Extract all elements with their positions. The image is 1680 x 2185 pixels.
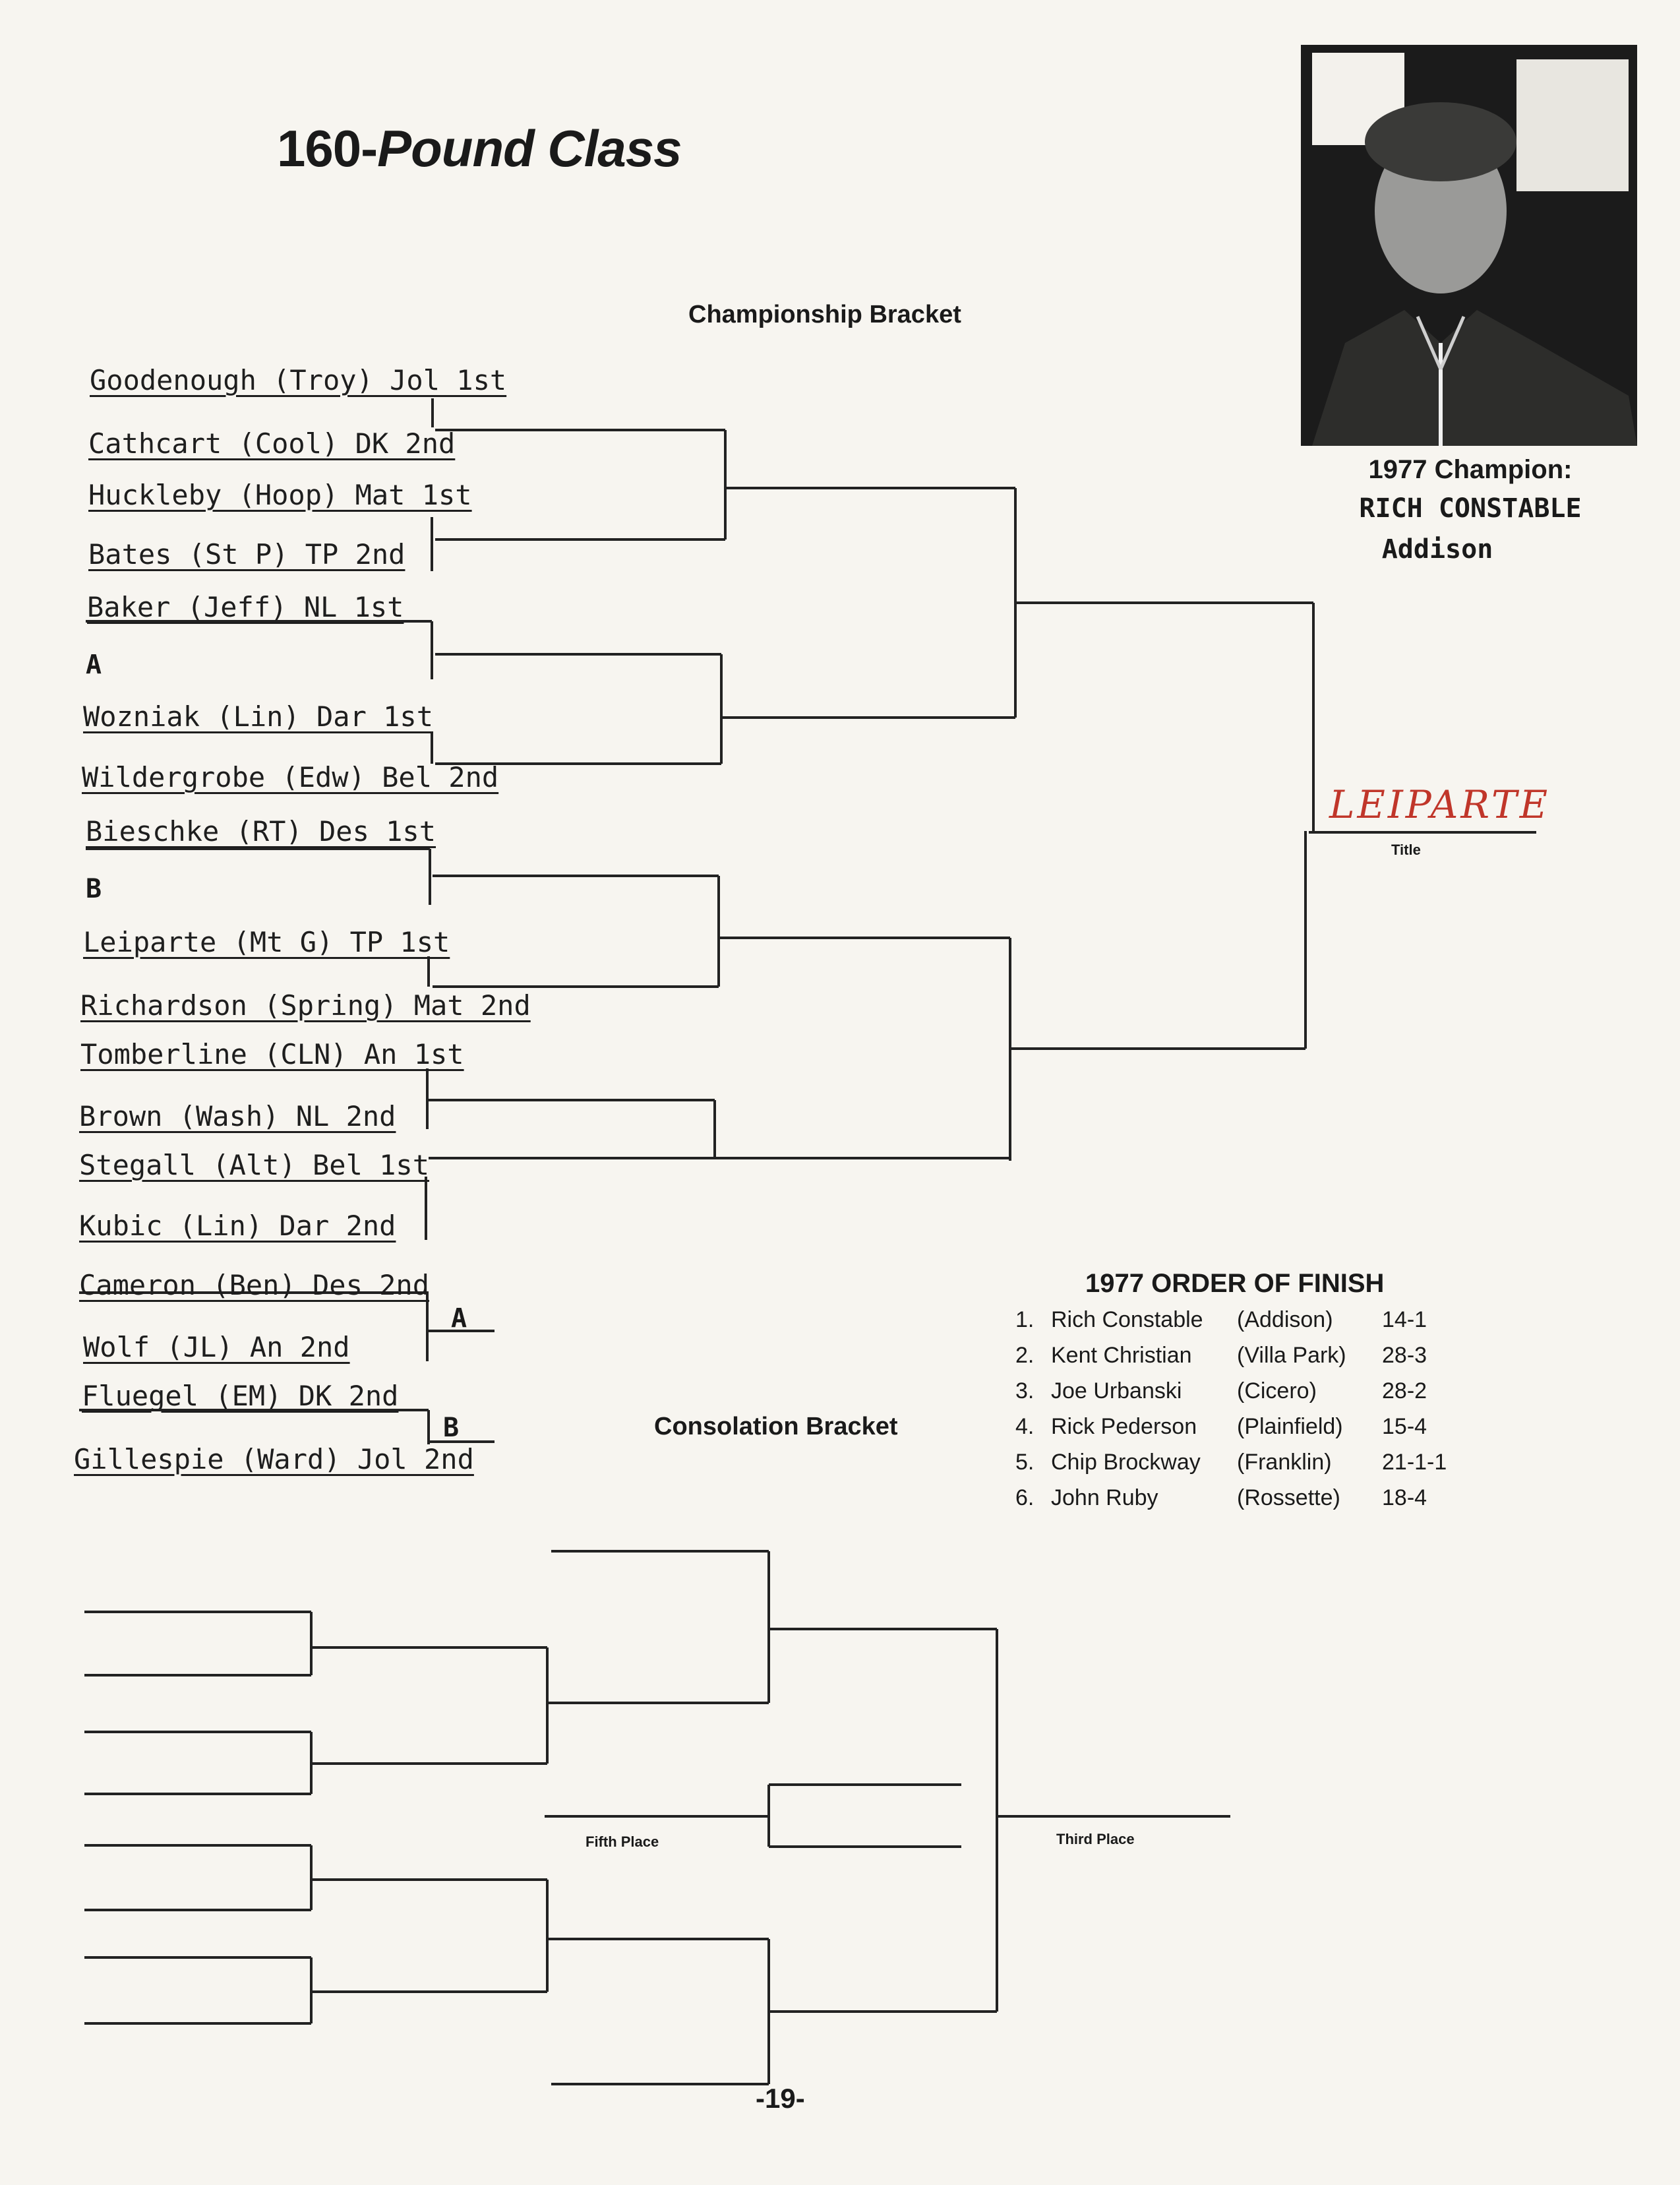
finisher-record: 28-3 <box>1382 1343 1427 1368</box>
place: 6. <box>1015 1485 1035 1510</box>
bracket-entry: Brown (Wash) NL 2nd <box>79 1100 396 1132</box>
prelim-b-label: B <box>443 1413 460 1443</box>
place: 2. <box>1015 1343 1035 1368</box>
place: 1. <box>1015 1307 1035 1332</box>
bracket-entry: Huckleby (Hoop) Mat 1st <box>88 479 472 511</box>
championship-heading: Championship Bracket <box>688 301 961 328</box>
place: 3. <box>1015 1378 1035 1403</box>
weight-class-label: Pound Class <box>377 119 682 177</box>
bracket-entry: Goodenough (Troy) Jol 1st <box>90 364 507 396</box>
finisher-record: 28-2 <box>1382 1378 1427 1403</box>
consolation-bracket-lines <box>84 1551 1230 2084</box>
bracket-entry: Baker (Jeff) NL 1st <box>87 591 404 623</box>
finisher-school: (Franklin) <box>1237 1450 1332 1475</box>
page-number: -19- <box>756 2083 805 2114</box>
champion-heading: 1977 Champion: <box>1368 455 1573 484</box>
finisher-name: Rich Constable <box>1051 1307 1203 1332</box>
place: 4. <box>1015 1414 1035 1439</box>
champion-school: Addison <box>1381 534 1493 565</box>
bracket-entry: Wozniak (Lin) Dar 1st <box>83 700 434 733</box>
finisher-school: (Addison) <box>1237 1307 1333 1332</box>
bracket-entry: Kubic (Lin) Dar 2nd <box>79 1210 396 1242</box>
finisher-school: (Plainfield) <box>1237 1414 1343 1439</box>
finisher-record: 14-1 <box>1382 1307 1427 1332</box>
finisher-name: Rick Pederson <box>1051 1414 1197 1439</box>
title-winner-handwritten: LEIPARTE <box>1329 782 1551 827</box>
finisher-record: 21-1-1 <box>1382 1450 1447 1475</box>
finisher-name: John Ruby <box>1051 1485 1158 1510</box>
bracket-entry: Leiparte (Mt G) TP 1st <box>83 926 450 958</box>
third-place-label: Third Place <box>1056 1831 1135 1847</box>
champion-name: RICH CONSTABLE <box>1359 493 1582 524</box>
seed-b-slot: B <box>86 874 102 904</box>
bracket-entry: Tomberline (CLN) An 1st <box>80 1038 464 1070</box>
bracket-entry: Bieschke (RT) Des 1st <box>86 815 436 847</box>
title-label: Title <box>1391 842 1421 858</box>
finisher-record: 15-4 <box>1382 1414 1427 1439</box>
bracket-entry: Gillespie (Ward) Jol 2nd <box>74 1443 474 1475</box>
finisher-name: Joe Urbanski <box>1051 1378 1182 1403</box>
bracket-entry: Cameron (Ben) Des 2nd <box>79 1269 430 1301</box>
page-title <box>277 119 682 179</box>
fifth-place-label: Fifth Place <box>585 1833 659 1850</box>
prelim-a-label: A <box>451 1303 467 1334</box>
bracket-entry: Stegall (Alt) Bel 1st <box>79 1149 430 1181</box>
bracket-entry: Cathcart (Cool) DK 2nd <box>88 427 456 460</box>
bracket-entry: Wildergrobe (Edw) Bel 2nd <box>82 761 499 793</box>
seed-a-slot: A <box>86 650 102 680</box>
finisher-name: Kent Christian <box>1051 1343 1192 1368</box>
consolation-heading: Consolation Bracket <box>654 1413 898 1440</box>
order-of-finish-heading: 1977 ORDER OF FINISH <box>1085 1269 1385 1298</box>
weight-number: 160- <box>277 119 378 177</box>
finisher-name: Chip Brockway <box>1051 1450 1201 1475</box>
finisher-school: (Villa Park) <box>1237 1343 1346 1368</box>
finisher-record: 18-4 <box>1382 1485 1427 1510</box>
bracket-entry: Bates (St P) TP 2nd <box>88 538 405 570</box>
bracket-entry: Wolf (JL) An 2nd <box>83 1331 350 1363</box>
place: 5. <box>1015 1450 1035 1475</box>
finisher-school: (Rossette) <box>1237 1485 1340 1510</box>
finisher-school: (Cicero) <box>1237 1378 1317 1403</box>
bracket-entry: Richardson (Spring) Mat 2nd <box>80 989 531 1022</box>
bracket-entry: Fluegel (EM) DK 2nd <box>82 1380 399 1412</box>
